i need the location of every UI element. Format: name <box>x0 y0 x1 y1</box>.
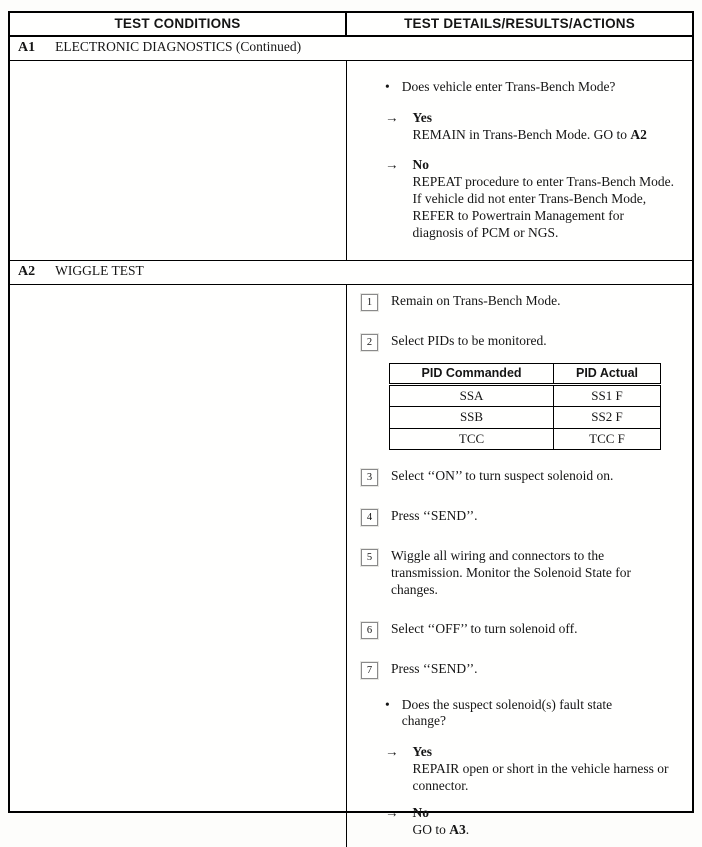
a2-no-body <box>413 805 470 839</box>
a1-no-label: No <box>412 157 429 173</box>
step-3-text: Select ‘‘ON’’ to turn suspect solenoid on. <box>391 467 614 483</box>
pid-table <box>389 363 661 450</box>
pid-commanded-value: SSA <box>390 385 554 407</box>
step-6 <box>361 621 678 639</box>
pid-table-row <box>390 428 661 449</box>
step-3 <box>361 468 678 486</box>
arrow-right-icon: → <box>385 744 399 760</box>
a2-yes-label: Yes <box>412 744 432 760</box>
a1-yes-ref: A2 <box>630 126 647 142</box>
a2-no-label: No <box>412 804 429 820</box>
pid-table-row <box>390 385 661 407</box>
a1-yes-text-main: REMAIN in Trans-Bench Mode. GO to <box>412 126 631 142</box>
step-4-number-box: 4 <box>361 509 378 526</box>
a2-test-conditions-cell <box>10 285 347 847</box>
pid-table-row <box>390 407 661 428</box>
a2-question-text: Does the suspect solenoid(s) fault state change? <box>401 696 613 729</box>
step-7-text: Press ‘‘SEND’’. <box>391 660 478 676</box>
pid-actual-value: SS1 F <box>554 385 661 407</box>
step-7-number-box: 7 <box>361 662 378 679</box>
a2-choice-no <box>385 805 678 839</box>
a2-yes-text: REPAIR open or short in the vehicle harness or connector. <box>412 761 669 794</box>
step-1-text: Remain on Trans-Bench Mode. <box>391 292 561 308</box>
diagnostic-procedure-table <box>8 11 694 837</box>
step-1 <box>361 293 678 311</box>
table-header-row <box>10 13 692 37</box>
step-5 <box>361 548 678 599</box>
step-6-number-box: 6 <box>361 622 378 639</box>
pid-table-header-row <box>390 363 661 385</box>
bullet-icon: • <box>385 696 390 712</box>
section-a1-body <box>10 61 692 261</box>
a2-no-text <box>413 822 470 839</box>
a2-no-ref: A3 <box>449 821 466 837</box>
pid-actual-value: SS2 F <box>554 407 661 428</box>
col-header-test-conditions: TEST CONDITIONS <box>10 13 347 35</box>
a1-test-conditions-cell <box>10 61 347 260</box>
section-a1-id: A1 <box>18 40 36 55</box>
a2-details-cell <box>347 285 692 847</box>
section-a1-title: ELECTRONIC DIAGNOSTICS (Continued) <box>55 39 302 54</box>
a1-yes-body <box>413 110 647 144</box>
step-2 <box>361 333 678 351</box>
a1-choice-yes <box>385 110 678 144</box>
section-a1-header <box>10 37 692 61</box>
section-a2-body <box>10 285 692 847</box>
pid-table-head <box>390 363 661 385</box>
a1-question-text: Does vehicle enter Trans-Bench Mode? <box>401 78 616 94</box>
step-2-number-box: 2 <box>361 334 378 351</box>
a2-no-suffix: . <box>465 821 470 837</box>
step-3-number-box: 3 <box>361 469 378 486</box>
section-a2-header <box>10 261 692 285</box>
step-4-text: Press ‘‘SEND’’. <box>391 507 478 523</box>
step-4 <box>361 508 678 526</box>
a1-details-cell <box>347 61 692 260</box>
a2-no-text-main: GO to <box>412 821 450 837</box>
a1-no-text: REPEAT procedure to enter Trans-Bench Mode. If vehicle did not enter Trans-Bench Mode, REFER to Powertrain Management for diagnosis of PCM or NGS. <box>412 174 674 240</box>
pid-commanded-value: TCC <box>390 428 554 449</box>
arrow-right-icon: → <box>385 804 399 820</box>
arrow-right-icon: → <box>385 157 399 173</box>
bullet-icon: • <box>385 78 390 94</box>
a1-choice-no <box>385 157 678 241</box>
a2-choice-yes <box>385 744 678 795</box>
a1-yes-label: Yes <box>412 109 432 125</box>
section-a2-title: WIGGLE TEST <box>55 262 144 278</box>
a1-question-item <box>385 79 678 96</box>
pid-actual-value: TCC F <box>554 428 661 449</box>
step-7 <box>361 661 678 679</box>
step-6-text: Select ‘‘OFF’’ to turn solenoid off. <box>391 620 578 636</box>
pid-commanded-header: PID Commanded <box>390 363 554 385</box>
a2-yes-body <box>413 744 679 795</box>
pid-table-body <box>390 385 661 450</box>
a1-no-body <box>413 157 679 241</box>
arrow-right-icon: → <box>385 109 399 125</box>
step-5-number-box: 5 <box>361 549 378 566</box>
a2-question-item <box>385 697 678 731</box>
step-2-text: Select PIDs to be monitored. <box>391 332 547 348</box>
step-5-text: Wiggle all wiring and connectors to the transmission. Monitor the Solenoid State for changes. <box>391 547 631 597</box>
a1-yes-text <box>413 127 647 144</box>
col-header-test-details: TEST DETAILS/RESULTS/ACTIONS <box>404 16 635 31</box>
step-1-number-box: 1 <box>361 294 378 311</box>
pid-commanded-value: SSB <box>390 407 554 428</box>
pid-actual-header: PID Actual <box>554 363 661 385</box>
section-a2-id: A2 <box>18 263 36 279</box>
